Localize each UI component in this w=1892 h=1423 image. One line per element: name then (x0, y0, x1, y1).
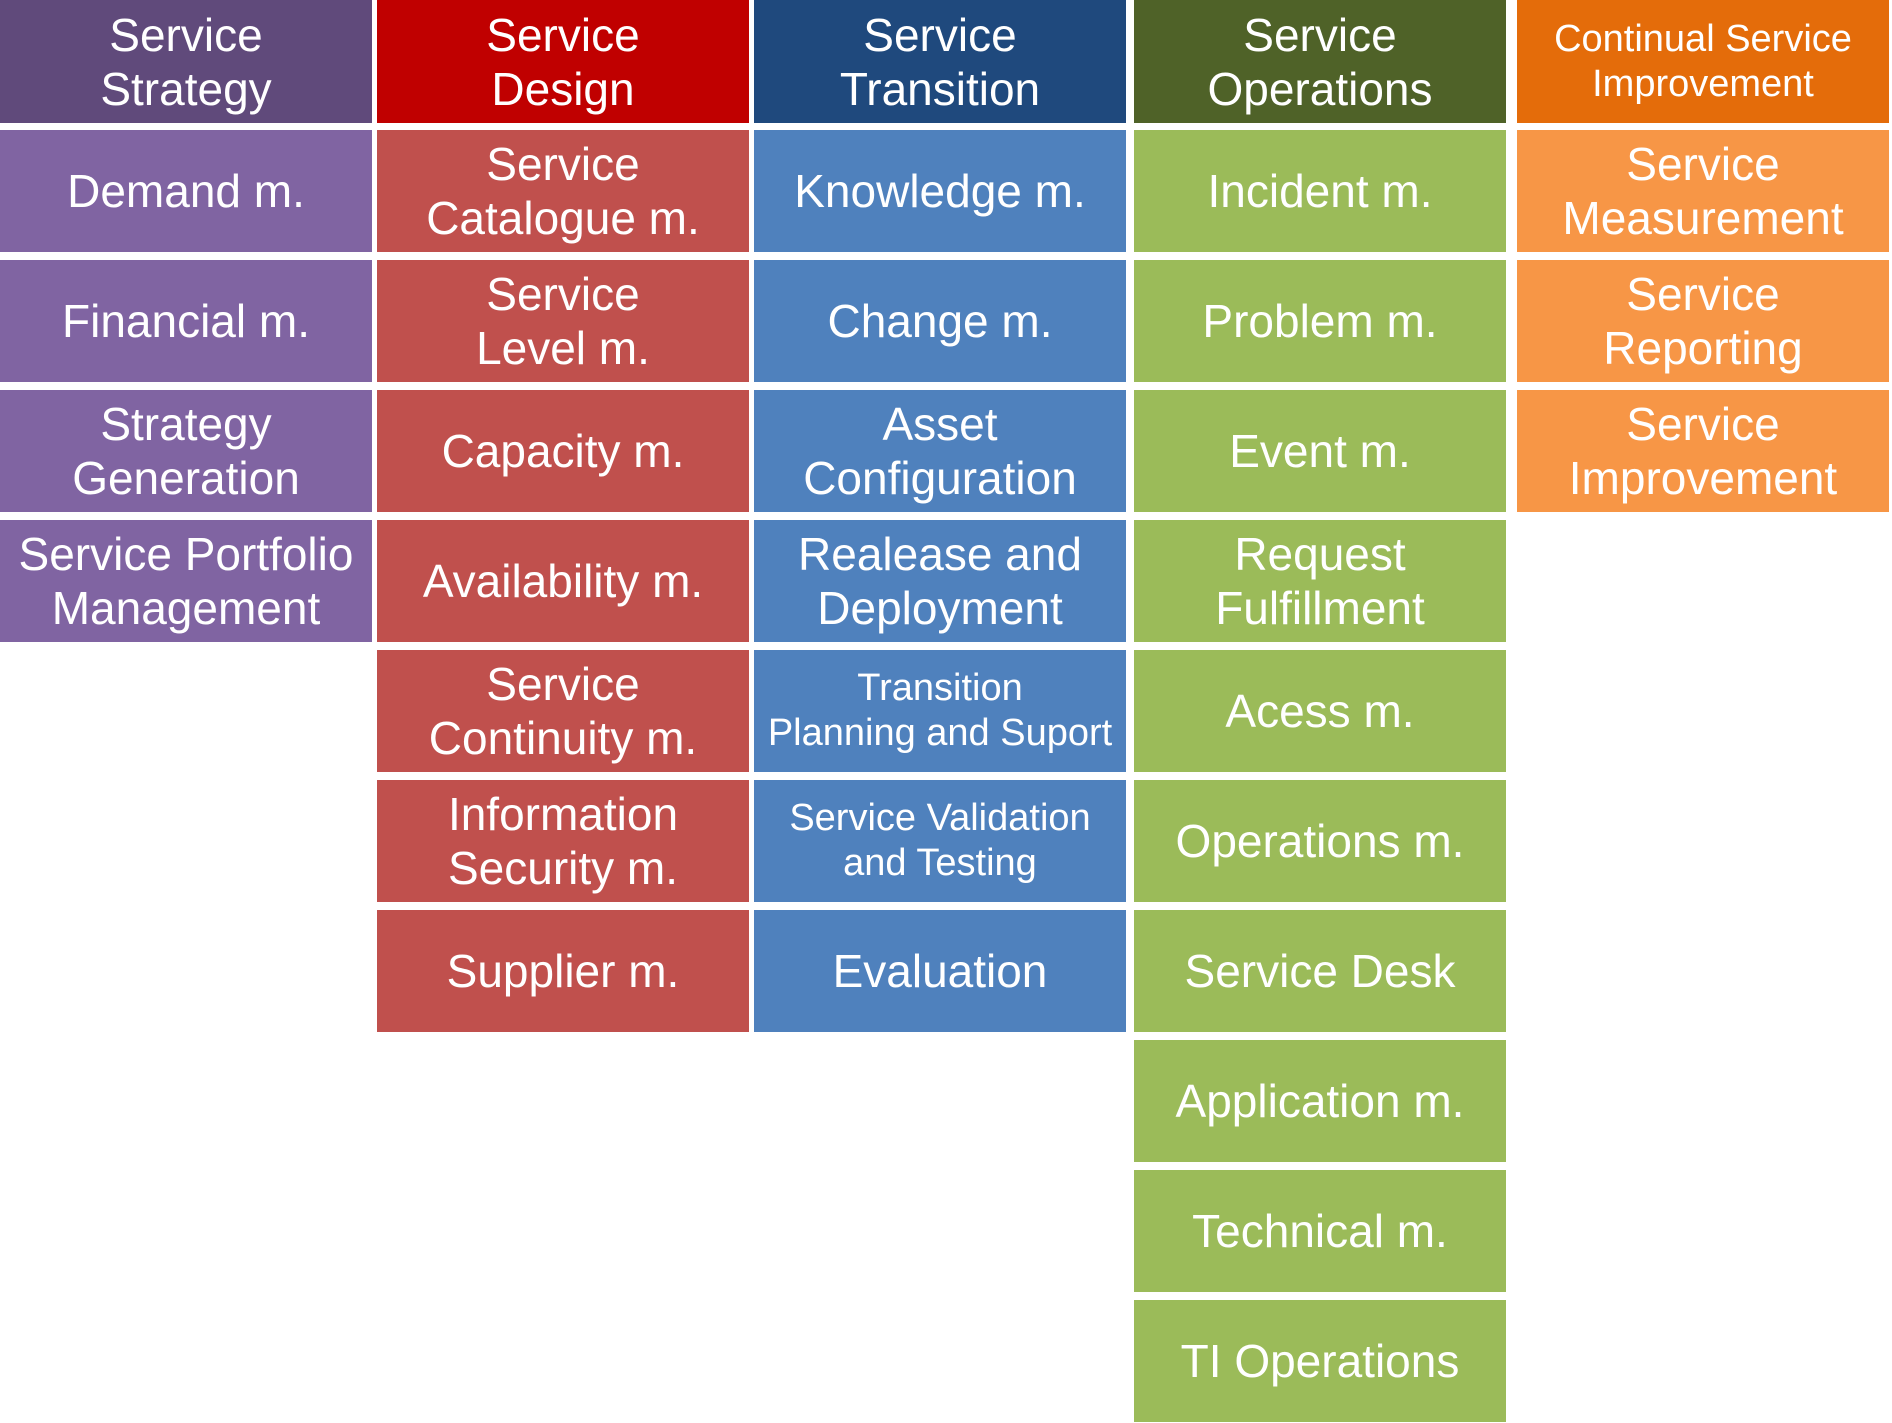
process-availability-m: Availability m. (377, 520, 749, 642)
process-acess-m: Acess m. (1134, 650, 1506, 772)
process-problem-m: Problem m. (1134, 260, 1506, 382)
column-header: Service Transition (754, 0, 1126, 123)
process-technical-m: Technical m. (1134, 1170, 1506, 1292)
process-information-security-m: Information Security m. (377, 780, 749, 902)
process-transition-planning-and-suport: Transition Planning and Suport (754, 650, 1126, 772)
column-header: Service Design (377, 0, 749, 123)
process-evaluation: Evaluation (754, 910, 1126, 1032)
column-header: Service Operations (1134, 0, 1506, 123)
process-capacity-m: Capacity m. (377, 390, 749, 512)
process-request-fulfillment: Request Fulfillment (1134, 520, 1506, 642)
process-demand-m: Demand m. (0, 130, 372, 252)
process-financial-m: Financial m. (0, 260, 372, 382)
process-supplier-m: Supplier m. (377, 910, 749, 1032)
process-incident-m: Incident m. (1134, 130, 1506, 252)
process-ti-operations: TI Operations (1134, 1300, 1506, 1422)
process-service-level-m: Service Level m. (377, 260, 749, 382)
process-service-portfolio-management: Service Portfolio Management (0, 520, 372, 642)
process-service-desk: Service Desk (1134, 910, 1506, 1032)
process-event-m: Event m. (1134, 390, 1506, 512)
process-service-improvement: Service Improvement (1517, 390, 1889, 512)
process-change-m: Change m. (754, 260, 1126, 382)
process-service-validation-and-testing: Service Validation and Testing (754, 780, 1126, 902)
process-asset-configuration: Asset Configuration (754, 390, 1126, 512)
column-header: Continual Service Improvement (1517, 0, 1889, 123)
process-service-measurement: Service Measurement (1517, 130, 1889, 252)
process-service-continuity-m: Service Continuity m. (377, 650, 749, 772)
process-knowledge-m: Knowledge m. (754, 130, 1126, 252)
column-header: Service Strategy (0, 0, 372, 123)
process-service-catalogue-m: Service Catalogue m. (377, 130, 749, 252)
process-strategy-generation: Strategy Generation (0, 390, 372, 512)
process-operations-m: Operations m. (1134, 780, 1506, 902)
process-service-reporting: Service Reporting (1517, 260, 1889, 382)
process-application-m: Application m. (1134, 1040, 1506, 1162)
process-realease-and-deployment: Realease and Deployment (754, 520, 1126, 642)
